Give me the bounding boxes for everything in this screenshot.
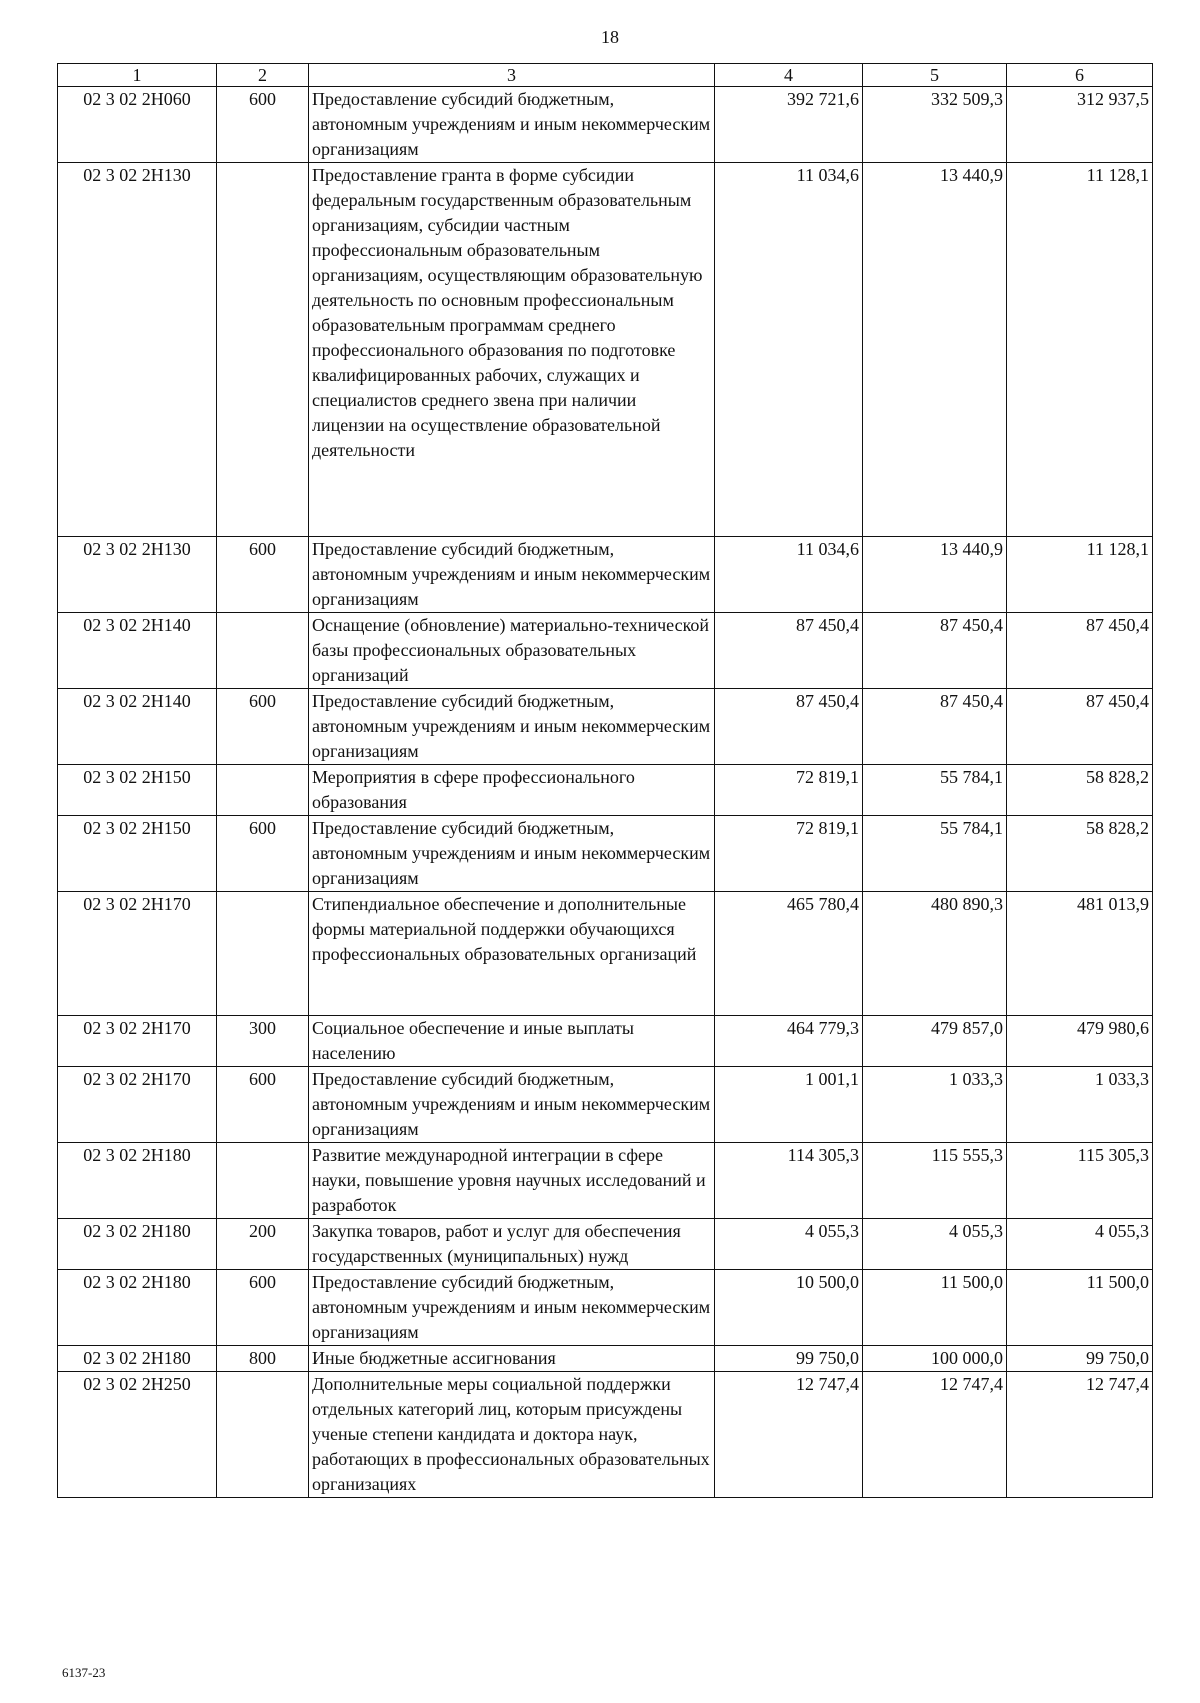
expense-type-code	[217, 163, 309, 537]
target-article-code: 02 3 02 2Н180	[58, 1219, 217, 1270]
amount-col-6: 58 828,2	[1007, 765, 1153, 816]
amount-col-4: 12 747,4	[715, 1372, 863, 1498]
item-name: Предоставление субсидий бюджетным, автономным учреждениям и иным некоммерческим организациям	[309, 1067, 715, 1143]
expense-type-code: 600	[217, 1067, 309, 1143]
target-article-code: 02 3 02 2Н140	[58, 689, 217, 765]
target-article-code: 02 3 02 2Н130	[58, 163, 217, 537]
amount-col-6: 11 128,1	[1007, 163, 1153, 537]
item-name: Развитие международной интеграции в сфере науки, повышение уровня научных исследований и разработок	[309, 1143, 715, 1219]
column-header: 2	[217, 64, 309, 87]
item-name: Социальное обеспечение и иные выплаты населению	[309, 1016, 715, 1067]
budget-table	[57, 63, 1153, 1498]
amount-col-6: 4 055,3	[1007, 1219, 1153, 1270]
table-row	[58, 1219, 1153, 1270]
column-header: 4	[715, 64, 863, 87]
document-code: 6137-23	[62, 1665, 106, 1680]
expense-type-code: 600	[217, 537, 309, 613]
table-row	[58, 689, 1153, 765]
amount-col-4: 464 779,3	[715, 1016, 863, 1067]
amount-col-5: 480 890,3	[863, 892, 1007, 1016]
table-row	[58, 613, 1153, 689]
amount-col-4: 1 001,1	[715, 1067, 863, 1143]
table-row	[58, 892, 1153, 1016]
amount-col-6: 12 747,4	[1007, 1372, 1153, 1498]
amount-col-4: 11 034,6	[715, 163, 863, 537]
target-article-code: 02 3 02 2Н180	[58, 1270, 217, 1346]
amount-col-5: 1 033,3	[863, 1067, 1007, 1143]
amount-col-4: 72 819,1	[715, 816, 863, 892]
amount-col-6: 99 750,0	[1007, 1346, 1153, 1372]
amount-col-6: 479 980,6	[1007, 1016, 1153, 1067]
amount-col-6: 87 450,4	[1007, 613, 1153, 689]
table-row	[58, 1372, 1153, 1498]
item-name: Предоставление гранта в форме субсидии федеральным государственным образовательным организациям, субсидии частным профессиональным образовательным организациям, осуществляющим образовательную деятельность по основным профессиональным образовательным программам среднего профессионального образования по подготовке квалифицированных рабочих, служащих и специалистов среднего звена при наличии лицензии на осуществление образовательной деятельности	[309, 163, 715, 537]
table-row	[58, 816, 1153, 892]
target-article-code: 02 3 02 2Н150	[58, 765, 217, 816]
item-name: Закупка товаров, работ и услуг для обеспечения государственных (муниципальных) нужд	[309, 1219, 715, 1270]
amount-col-5: 100 000,0	[863, 1346, 1007, 1372]
amount-col-6: 11 128,1	[1007, 537, 1153, 613]
table-row	[58, 537, 1153, 613]
expense-type-code: 600	[217, 816, 309, 892]
amount-col-5: 13 440,9	[863, 537, 1007, 613]
item-name: Предоставление субсидий бюджетным, автономным учреждениям и иным некоммерческим организациям	[309, 689, 715, 765]
amount-col-5: 115 555,3	[863, 1143, 1007, 1219]
amount-col-4: 72 819,1	[715, 765, 863, 816]
amount-col-4: 87 450,4	[715, 613, 863, 689]
item-name: Мероприятия в сфере профессионального образования	[309, 765, 715, 816]
amount-col-6: 58 828,2	[1007, 816, 1153, 892]
amount-col-4: 10 500,0	[715, 1270, 863, 1346]
amount-col-5: 12 747,4	[863, 1372, 1007, 1498]
amount-col-6: 87 450,4	[1007, 689, 1153, 765]
target-article-code: 02 3 02 2Н170	[58, 892, 217, 1016]
target-article-code: 02 3 02 2Н150	[58, 816, 217, 892]
amount-col-6: 312 937,5	[1007, 87, 1153, 163]
expense-type-code	[217, 765, 309, 816]
table-row	[58, 1016, 1153, 1067]
amount-col-5: 55 784,1	[863, 816, 1007, 892]
table-row	[58, 1270, 1153, 1346]
item-name: Стипендиальное обеспечение и дополнительные формы материальной поддержки обучающихся профессиональных образовательных организаций	[309, 892, 715, 1016]
column-header: 5	[863, 64, 1007, 87]
amount-col-4: 392 721,6	[715, 87, 863, 163]
table-row	[58, 1067, 1153, 1143]
table-row	[58, 1346, 1153, 1372]
amount-col-5: 4 055,3	[863, 1219, 1007, 1270]
item-name: Оснащение (обновление) материально-технической базы профессиональных образовательных организаций	[309, 613, 715, 689]
item-name: Дополнительные меры социальной поддержки отдельных категорий лиц, которым присуждены ученые степени кандидата и доктора наук, работающих в профессиональных образовательных организациях	[309, 1372, 715, 1498]
item-name: Предоставление субсидий бюджетным, автономным учреждениям и иным некоммерческим организациям	[309, 1270, 715, 1346]
expense-type-code: 600	[217, 1270, 309, 1346]
target-article-code: 02 3 02 2Н140	[58, 613, 217, 689]
expense-type-code	[217, 613, 309, 689]
amount-col-6: 1 033,3	[1007, 1067, 1153, 1143]
item-name: Иные бюджетные ассигнования	[309, 1346, 715, 1372]
expense-type-code	[217, 1143, 309, 1219]
expense-type-code	[217, 892, 309, 1016]
amount-col-4: 11 034,6	[715, 537, 863, 613]
amount-col-4: 114 305,3	[715, 1143, 863, 1219]
amount-col-4: 87 450,4	[715, 689, 863, 765]
amount-col-6: 115 305,3	[1007, 1143, 1153, 1219]
column-header: 3	[309, 64, 715, 87]
target-article-code: 02 3 02 2Н130	[58, 537, 217, 613]
amount-col-4: 4 055,3	[715, 1219, 863, 1270]
expense-type-code: 800	[217, 1346, 309, 1372]
amount-col-5: 11 500,0	[863, 1270, 1007, 1346]
amount-col-4: 465 780,4	[715, 892, 863, 1016]
amount-col-5: 87 450,4	[863, 689, 1007, 765]
expense-type-code: 300	[217, 1016, 309, 1067]
table-row	[58, 163, 1153, 537]
expense-type-code: 600	[217, 87, 309, 163]
target-article-code: 02 3 02 2Н170	[58, 1067, 217, 1143]
column-header: 6	[1007, 64, 1153, 87]
amount-col-4: 99 750,0	[715, 1346, 863, 1372]
amount-col-5: 332 509,3	[863, 87, 1007, 163]
item-name: Предоставление субсидий бюджетным, автономным учреждениям и иным некоммерческим организациям	[309, 537, 715, 613]
target-article-code: 02 3 02 2Н180	[58, 1143, 217, 1219]
table-row	[58, 87, 1153, 163]
amount-col-5: 87 450,4	[863, 613, 1007, 689]
target-article-code: 02 3 02 2Н170	[58, 1016, 217, 1067]
amount-col-6: 481 013,9	[1007, 892, 1153, 1016]
amount-col-5: 479 857,0	[863, 1016, 1007, 1067]
column-header: 1	[58, 64, 217, 87]
target-article-code: 02 3 02 2Н180	[58, 1346, 217, 1372]
page-number: 18	[601, 27, 619, 47]
expense-type-code: 200	[217, 1219, 309, 1270]
item-name: Предоставление субсидий бюджетным, автономным учреждениям и иным некоммерческим организациям	[309, 816, 715, 892]
table-header-row	[58, 64, 1153, 87]
target-article-code: 02 3 02 2Н060	[58, 87, 217, 163]
table-row	[58, 1143, 1153, 1219]
amount-col-5: 55 784,1	[863, 765, 1007, 816]
table-row	[58, 765, 1153, 816]
target-article-code: 02 3 02 2Н250	[58, 1372, 217, 1498]
item-name: Предоставление субсидий бюджетным, автономным учреждениям и иным некоммерческим организациям	[309, 87, 715, 163]
amount-col-6: 11 500,0	[1007, 1270, 1153, 1346]
expense-type-code: 600	[217, 689, 309, 765]
expense-type-code	[217, 1372, 309, 1498]
amount-col-5: 13 440,9	[863, 163, 1007, 537]
